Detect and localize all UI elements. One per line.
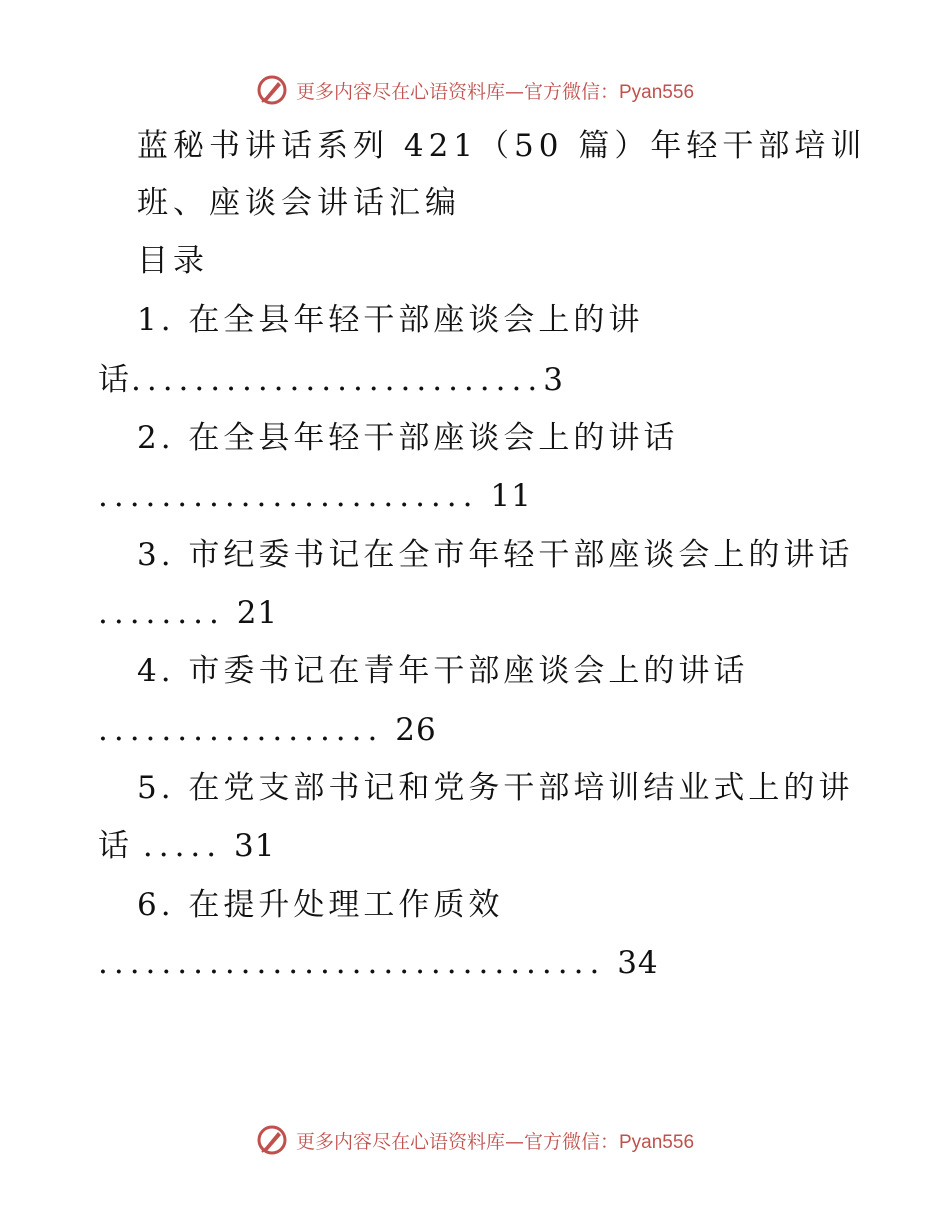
header-watermark [0, 70, 950, 110]
toc-entry-4-page: 26 [395, 712, 437, 748]
watermark-wechat-id: Pyan556 [619, 81, 695, 103]
toc-entry-4-leader[interactable]: .................. 26 [98, 712, 437, 748]
quill-logo-icon [256, 74, 288, 106]
footer-watermark [0, 1120, 950, 1160]
toc-entry-2-leader[interactable]: ........................ 11 [98, 478, 532, 514]
toc-entry-2-title[interactable]: 2. 在全县年轻干部座谈会上的讲话 [137, 420, 679, 456]
quill-logo-icon [256, 1124, 288, 1156]
watermark-text: 更多内容尽在心语资料库—官方微信：Pyan556 [295, 80, 695, 103]
toc-entry-3-title[interactable]: 3. 市纪委书记在全市年轻干部座谈会上的讲话 [137, 537, 854, 573]
toc-entry-6-page: 34 [617, 945, 659, 981]
toc-entry-2-page: 11 [490, 478, 532, 514]
toc-entry-3-page: 21 [236, 595, 279, 631]
toc-heading: 目录 [137, 243, 209, 279]
toc-entry-6-leader[interactable]: ................................ 34 [98, 945, 659, 981]
toc-entry-1-leader[interactable]: 话..........................3 [98, 362, 564, 398]
document-title-line2: 班、座谈会讲话汇编 [137, 185, 461, 221]
toc-entry-5-title[interactable]: 5. 在党支部书记和党务干部培训结业式上的讲 [137, 770, 854, 806]
toc-entry-5-page: 31 [234, 828, 276, 864]
toc-entry-6-title[interactable]: 6. 在提升处理工作质效 [137, 887, 504, 923]
watermark-wechat-id: Pyan556 [619, 1131, 695, 1153]
toc-entry-4-title[interactable]: 4. 市委书记在青年干部座谈会上的讲话 [137, 653, 749, 689]
toc-entry-1-title[interactable]: 1. 在全县年轻干部座谈会上的讲 [137, 302, 644, 338]
toc-entry-5-leader[interactable]: 话 ..... 31 [98, 828, 276, 864]
document-title-line1: 蓝秘书讲话系列 421（50 篇）年轻干部培训 [137, 128, 867, 164]
toc-entry-1-page: 3 [543, 362, 564, 398]
watermark-text: 更多内容尽在心语资料库—官方微信：Pyan556 [295, 1130, 695, 1153]
toc-entry-3-leader[interactable]: ........ 21 [98, 595, 279, 631]
